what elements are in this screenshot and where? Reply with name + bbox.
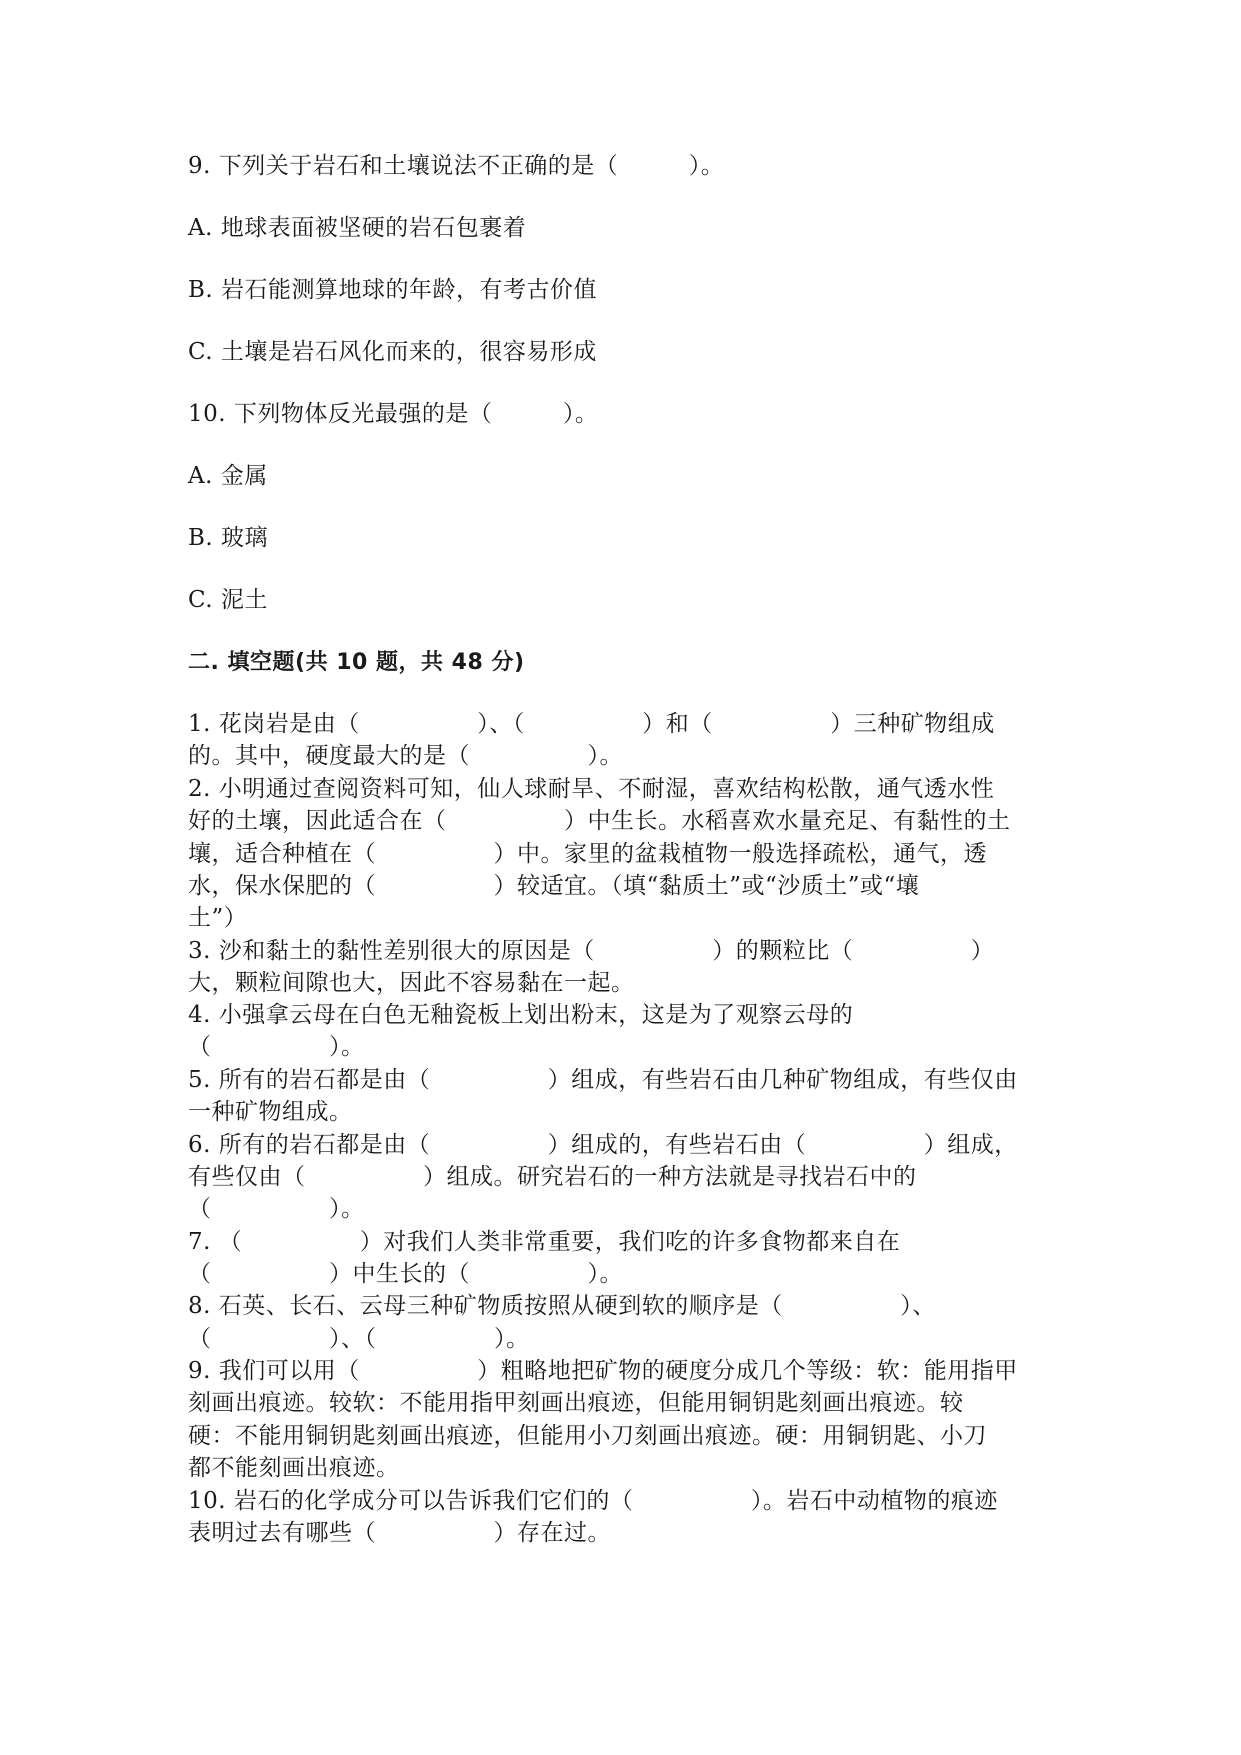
question-10-option-c: C. 泥土 [188, 587, 268, 613]
fill-line: 6. 所有的岩石都是由（ ）组成的，有些岩石由（ ）组成， [188, 1132, 1018, 1158]
question-9-option-b: B. 岩石能测算地球的年龄，有考古价值 [188, 277, 598, 303]
fill-line: 有些仅由（ ）组成。研究岩石的一种方法就是寻找岩石中的 [188, 1164, 917, 1190]
fill-line: 硬：不能用铜钥匙刻画出痕迹，但能用小刀刻画出痕迹。硬：用铜钥匙、小刀 [188, 1423, 987, 1449]
fill-line: 好的土壤，因此适合在（ ）中生长。水稻喜欢水量充足、有黏性的土 [188, 808, 1011, 834]
fill-line: （ ）、（ ）。 [188, 1326, 530, 1352]
fill-line: 3. 沙和黏土的黏性差别很大的原因是（ ）的颗粒比（ ） [188, 938, 995, 964]
question-9-stem: 9. 下列关于岩石和土壤说法不正确的是（ ）。 [188, 153, 725, 179]
fill-line: 8. 石英、长石、云母三种矿物质按照从硬到软的顺序是（ ）、 [188, 1293, 936, 1319]
question-10-option-a: A. 金属 [188, 463, 268, 489]
question-9-option-c: C. 土壤是岩石风化而来的，很容易形成 [188, 339, 597, 365]
section-heading-fill-in: 二. 填空题(共 10 题，共 48 分) [188, 650, 525, 675]
fill-line: 4. 小强拿云母在白色无釉瓷板上划出粉末，这是为了观察云母的 [188, 1002, 854, 1028]
fill-line: （ ）。 [188, 1034, 365, 1060]
fill-line: 一种矿物组成。 [188, 1099, 353, 1125]
fill-line: 的。其中，硬度最大的是（ ）。 [188, 743, 623, 769]
fill-line: 水，保水保肥的（ ）较适宜。（填“黏质土”或“沙质土”或“壤 [188, 873, 920, 899]
fill-line: （ ）中生长的（ ）。 [188, 1261, 623, 1287]
fill-line: 5. 所有的岩石都是由（ ）组成，有些岩石由几种矿物组成，有些仅由 [188, 1067, 1018, 1093]
fill-line: 刻画出痕迹。较软：不能用指甲刻画出痕迹，但能用铜钥匙刻画出痕迹。较 [188, 1390, 964, 1416]
fill-line: 7. （ ）对我们人类非常重要，我们吃的许多食物都来自在 [188, 1229, 901, 1255]
fill-line: 大，颗粒间隙也大，因此不容易黏在一起。 [188, 970, 635, 996]
question-10-option-b: B. 玻璃 [188, 525, 269, 551]
fill-line: 9. 我们可以用（ ）粗略地把矿物的硬度分成几个等级：软：能用指甲 [188, 1358, 1018, 1384]
fill-line: 表明过去有哪些（ ）存在过。 [188, 1520, 611, 1546]
question-10-stem: 10. 下列物体反光最强的是（ ）。 [188, 401, 599, 427]
fill-line: 1. 花岗岩是由（ ）、（ ）和（ ）三种矿物组成 [188, 711, 995, 737]
fill-line: 2. 小明通过查阅资料可知，仙人球耐旱、不耐湿，喜欢结构松散，通气透水性 [188, 776, 995, 802]
fill-line: 都不能刻画出痕迹。 [188, 1455, 400, 1481]
question-9-option-a: A. 地球表面被坚硬的岩石包裹着 [188, 215, 527, 241]
fill-line: 10. 岩石的化学成分可以告诉我们它们的（ ）。岩石中动植物的痕迹 [188, 1488, 998, 1514]
fill-line: 土”） [188, 905, 248, 931]
fill-line: 壤，适合种植在（ ）中。家里的盆栽植物一般选择疏松，通气，透 [188, 841, 987, 867]
fill-line: （ ）。 [188, 1196, 365, 1222]
